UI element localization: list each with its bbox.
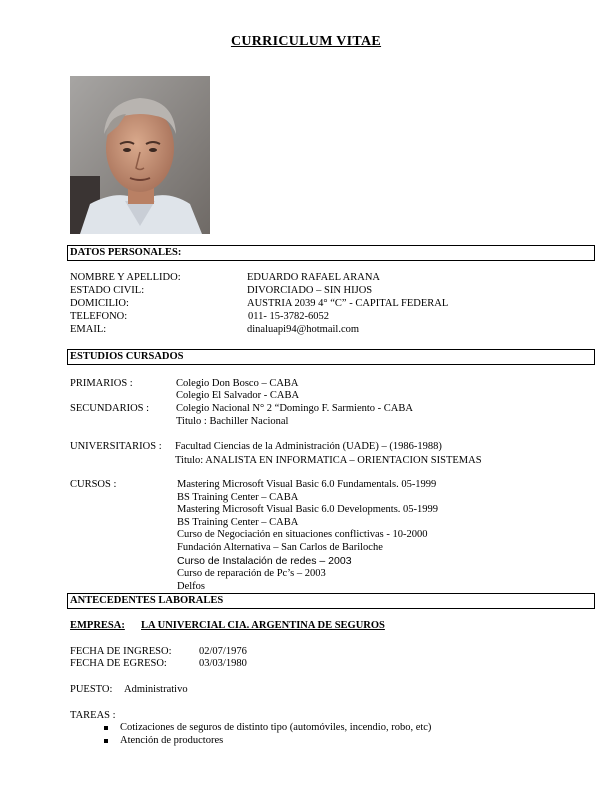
course-item: BS Training Center – CABA (177, 492, 299, 503)
primary-label: PRIMARIOS : (70, 378, 133, 389)
course-item: Mastering Microsoft Visual Basic 6.0 Developments. 05-1999 (177, 504, 439, 515)
primary-school-1: Colegio Don Bosco – CABA (176, 378, 299, 389)
section-header-personal: DATOS PERSONALES: (67, 245, 595, 261)
address-label: DOMICILIO: (70, 298, 129, 309)
end-date-label: FECHA DE EGRESO: (70, 658, 167, 669)
company-name: LA UNIVERCIAL CIA. ARGENTINA DE SEGUROS (141, 620, 385, 631)
profile-photo (70, 76, 210, 234)
university-label: UNIVERSITARIOS : (70, 441, 162, 452)
civil-status-label: ESTADO CIVIL: (70, 285, 145, 296)
phone-label: TELEFONO: (70, 311, 128, 322)
course-item: Fundación Alternativa – San Carlos de Bariloche (177, 542, 383, 553)
task-item: Cotizaciones de seguros de distinto tipo (automóviles, incendio, robo, etc) (120, 722, 432, 733)
secondary-label: SECUNDARIOS : (70, 403, 150, 414)
course-item: Curso de Instalación de redes – 2003 (177, 555, 352, 567)
bullet-icon (104, 726, 108, 730)
email-label: EMAIL: (70, 324, 107, 335)
start-date-label: FECHA DE INGRESO: (70, 646, 172, 657)
courses-label: CURSOS : (70, 479, 117, 490)
course-item: Curso de Negociación en situaciones conflictivas - 10-2000 (177, 529, 428, 540)
course-item: Delfos (177, 581, 205, 592)
primary-school-2: Colegio El Salvador - CABA (176, 390, 300, 401)
course-item: Mastering Microsoft Visual Basic 6.0 Fundamentals. 05-1999 (177, 479, 437, 490)
name-value: EDUARDO RAFAEL ARANA (247, 272, 381, 283)
task-item: Atención de productores (120, 735, 224, 746)
end-date-value: 03/03/1980 (199, 658, 247, 669)
company-label: EMPRESA: (70, 620, 125, 631)
bullet-icon (104, 739, 108, 743)
secondary-school: Colegio Nacional N° 2 “Domingo F. Sarmiento - CABA (176, 403, 413, 414)
name-label: NOMBRE Y APELLIDO: (70, 272, 181, 283)
page-title: CURRICULUM VITAE (230, 34, 382, 49)
secondary-title: Titulo : Bachiller Nacional (176, 416, 289, 427)
university-title: Titulo: ANALISTA EN INFORMATICA – ORIENTACION SISTEMAS (175, 455, 482, 466)
start-date-value: 02/07/1976 (199, 646, 247, 657)
course-item: Curso de reparación de Pc’s – 2003 (177, 568, 326, 579)
phone-value: 011- 15-3782-6052 (248, 311, 329, 322)
position-value: Administrativo (124, 684, 188, 695)
position-label: PUESTO: (70, 684, 113, 695)
email-value: dinaluapi94@hotmail.com (247, 324, 360, 335)
course-item: BS Training Center – CABA (177, 517, 299, 528)
address-value: AUSTRIA 2039 4° “C” - CAPITAL FEDERAL (247, 298, 449, 309)
university-school: Facultad Ciencias de la Administración (UADE) – (1986-1988) (175, 441, 442, 452)
civil-status-value: DIVORCIADO – SIN HIJOS (247, 285, 373, 296)
section-header-studies: ESTUDIOS CURSADOS (67, 349, 595, 365)
section-header-work: ANTECEDENTES LABORALES (67, 593, 595, 609)
tasks-label: TAREAS : (70, 710, 116, 721)
